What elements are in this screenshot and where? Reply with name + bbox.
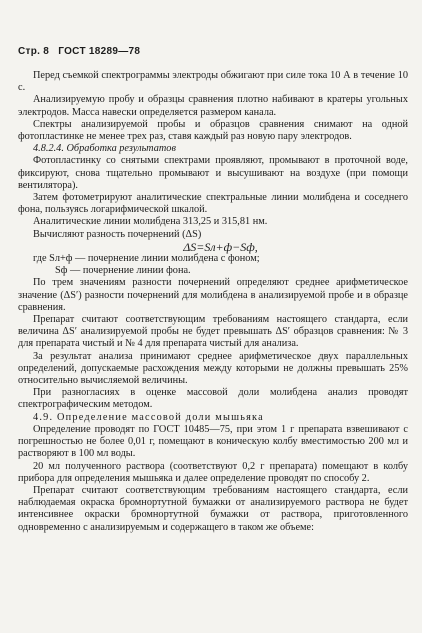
paragraph: При разногласиях в оценке массовой доли молибдена анализ проводят спектрографическим методом. — [18, 387, 408, 411]
section-heading: 4.8.2.4. Обработка результатов — [33, 143, 176, 155]
paragraph: Фотопластинку со снятыми спектрами проявляют, промывают в проточной воде, фиксируют, снова тщательно промывают и высушивают на воздухе (при помощи вентилятора). — [18, 155, 408, 191]
paragraph: Определение проводят по ГОСТ 10485—75, при этом 1 г препарата взвешивают с погрешностью не более 0,01 г, помещают в коническую колбу вместимостью 200 мл и растворяют в 100 мл воды. — [18, 423, 408, 460]
paragraph: Спектры анализируемой пробы и образцов сравнения снимают на одной фотопластинке не менее трех раз, ставя каждый раз новую пару электродов. — [18, 118, 408, 143]
page-number: Стр. 8 — [18, 46, 50, 57]
paragraph: Аналитические линии молибдена 313,25 и 315,81 нм. — [33, 216, 268, 228]
paragraph: 20 мл полученного раствора (соответствуют 0,2 г препарата) помещают в колбу прибора для определения мышьяка и далее определение проводят по способу 2. — [18, 460, 408, 484]
definition: Sф — почернение линии фона. — [55, 265, 191, 277]
standard-code: ГОСТ 18289—78 — [58, 46, 141, 57]
paragraph: Препарат считают соответствующим требованиям настоящего стандарта, если величина ΔS′ анализируемой пробы не будет превышать ΔS′ образцов сравнения: № 3 для препарата чистый и № 4 для препарата чистый для анализа. — [18, 314, 408, 350]
paragraph: За результат анализа принимают среднее арифметическое двух параллельных определений, допускаемые расхождения между которыми не должны превышать 25% относительно вычисляемой величины. — [18, 350, 408, 387]
paragraph: Затем фотометрируют аналитические спектральные линии молибдена и соседнего фона, пользуясь логарифмической шкалой. — [18, 192, 408, 216]
page-header — [18, 46, 146, 57]
section-heading: 4.9. Определение массовой доли мышьяка — [33, 411, 264, 423]
body-text — [18, 70, 408, 534]
formula: ΔS=Sл+ф−Sф, — [183, 239, 258, 254]
definition: где Sл+ф — почернение линии молибдена с фоном; — [33, 253, 260, 265]
paragraph: По трем значениям разности почернений определяют среднее арифметическое значение (ΔS′) разности почернений для молибдена в анализируемой пробе и в образце сравнения. — [18, 277, 408, 313]
paragraph: Анализируемую пробу и образцы сравнения плотно набивают в кратеры угольных электродов. Масса навески определяется размером канала. — [18, 94, 408, 118]
paragraph: Перед съемкой спектрограммы электроды обжигают при силе тока 10 А в течение 10 с. — [18, 70, 408, 94]
paragraph: Препарат считают соответствующим требованиям настоящего стандарта, если наблюдаемая окраска бромнортутной бумажки от анализируемого раствора не будет интенсивнее окраски бромнортутной бумажки от раствора, приготовленного одновременно с анализируемым и содержащего в таком же объеме: — [18, 484, 408, 533]
paragraph: Вычисляют разность почернений (ΔS) — [33, 228, 202, 240]
